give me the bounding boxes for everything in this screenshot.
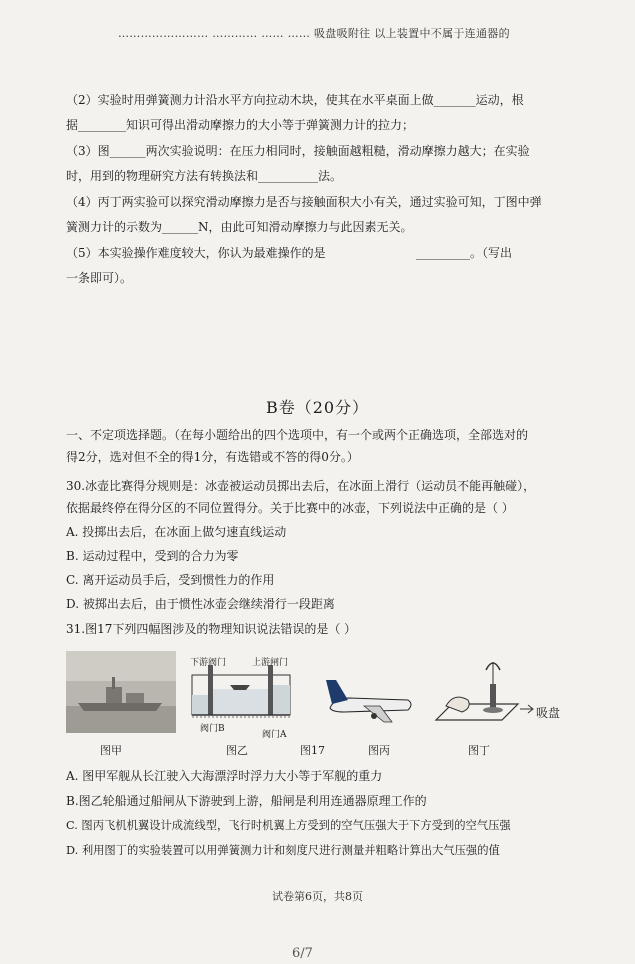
- section-intro-line2: 得2分，选对但不全的得1分，有选错或不答的得0分。）: [66, 450, 359, 464]
- q4-line1: （4）丙丁两实验可以探究滑动摩擦力是否与接触面积大小有关，通过实验可知，丁图中弹: [66, 195, 542, 209]
- page-header: …………………… ………… …… …… 吸盘吸附往 以上装置中不属于连通器的: [118, 27, 510, 40]
- caption-fig17: 图17: [300, 744, 325, 757]
- label-gate-b: 阀门B: [200, 724, 225, 734]
- section-title: B卷（20分）: [265, 398, 370, 417]
- caption-yi: 图乙: [226, 744, 248, 757]
- page-footer: 试卷第6页，共8页: [272, 890, 363, 903]
- caption-ding: 图丁: [468, 744, 490, 757]
- q30-option-d: D. 被掷出去后，由于惯性冰壶会继续滑行一段距离: [66, 597, 335, 611]
- caption-bing: 图丙: [368, 744, 390, 757]
- pointer-arrow-icon: [520, 704, 534, 714]
- q5-line1: （5）本实验操作难度较大，你认为最难操作的是: [66, 246, 326, 260]
- label-suction: 吸盘: [536, 706, 561, 720]
- q2-line2: 据________知识可得出滑动摩擦力的大小等于弹簧测力计的拉力；: [66, 118, 415, 132]
- q31-stem: 31.图17下列四幅图涉及的物理知识说法错误的是（ ）: [66, 622, 357, 636]
- q30-stem-line2: 依据最终停在得分区的不同位置得分。关于比赛中的冰壶，下列说法中正确的是（ ）: [66, 501, 514, 515]
- figure-bing-airplane: [324, 660, 416, 732]
- q30-option-b: B. 运动过程中，受到的合力为零: [66, 549, 239, 563]
- label-lower-gate: 下游阀门: [190, 658, 227, 668]
- q30-stem-line1: 30.冰壶比赛得分规则是：冰壶被运动员掷出去后，在冰面上滑行（运动员不能再触碰），: [66, 479, 536, 493]
- q5-blank: _________。（写出: [416, 246, 513, 260]
- q31-option-b: B.图乙轮船通过船闸从下游驶到上游，船闸是利用连通器原理工作的: [66, 794, 427, 808]
- q3-line2: 时，用到的物理研究方法有转换法和__________法。: [66, 169, 343, 183]
- q2-line1: （2）实验时用弹簧测力计沿水平方向拉动木块，使其在水平桌面上做_______运动，根: [66, 93, 524, 107]
- label-upper-gate: 上游闸门: [252, 658, 289, 668]
- figure-jia-warship: [66, 651, 176, 733]
- q30-option-a: A. 投掷出去后，在冰面上做匀速直线运动: [66, 525, 287, 539]
- q3-line1: （3）图______两次实验说明：在压力相同时，接触面越粗糙，滑动摩擦力越大；在实验: [66, 144, 530, 158]
- q4-line2: 簧测力计的示数为______N，由此可知滑动摩擦力与此因素无关。: [66, 220, 413, 234]
- q31-option-c: C. 图丙飞机机翼设计成流线型，飞行时机翼上方受到的空气压强大于下方受到的空气压强: [66, 819, 511, 832]
- q31-option-a: A. 图甲军舰从长江驶入大海漂浮时浮力大小等于军舰的重力: [66, 769, 383, 783]
- label-gate-a: 阀门A: [262, 730, 287, 740]
- figure-ding-suction-cup: [432, 656, 524, 732]
- q31-option-d: D. 利用图丁的实验装置可以用弹簧测力计和刻度尺进行测量并粗略计算出大气压强的值: [66, 844, 500, 857]
- caption-jia: 图甲: [100, 744, 122, 757]
- q30-option-c: C. 离开运动员手后，受到惯性力的作用: [66, 573, 275, 587]
- q5-line2: 一条即可）。: [66, 271, 133, 285]
- page-mark: 6/7: [292, 946, 313, 961]
- section-intro-line1: 一、不定项选择题。（在每小题给出的四个选项中，有一个或两个正确选项，全部选对的: [66, 428, 529, 442]
